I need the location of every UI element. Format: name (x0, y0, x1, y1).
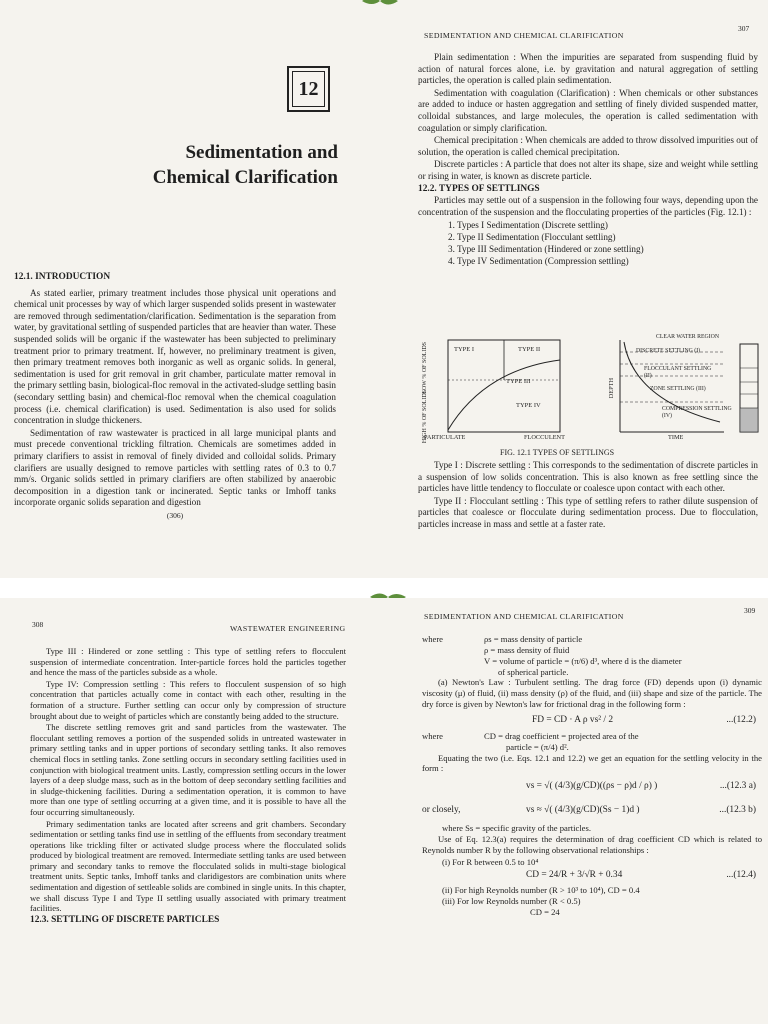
paragraph: Particles may settle out of a suspension in the following four ways, depending upon the concentration of the suspension and the flocculating properties of the particles (Fig. 12.1) : (418, 195, 758, 217)
definition: particle = (π/4) d². (506, 741, 569, 752)
leaf-icon (360, 0, 400, 6)
figure-label: TYPE IV (516, 402, 541, 409)
case-item: (ii) For high Reynolds number (R > 10³ to 10⁴), CD = 0.4 (442, 885, 640, 896)
equation-row (422, 711, 762, 731)
figure-label: TYPE III (506, 378, 531, 385)
chapter-title (102, 140, 338, 190)
list-item: 4. Type IV Sedimentation (Compression settling) (448, 255, 629, 266)
paragraph: (a) Newton's Law : Turbulent settling. The drag force (FD) depends upon (i) dynamic viscosity (μ) of fluid, (ii) mass density (ρ) of the fluid, and (iii) shape and size of the particle. The dry force is given by Newton's law for frictional drag in the following form : (422, 677, 762, 709)
page-number: 308 (32, 620, 44, 629)
equation-lead: or closely, (422, 805, 461, 816)
equation-number: ...(12.3 a) (719, 781, 756, 792)
paragraph: Chemical precipitation : When chemicals are added to throw dissolved impurities out of solution, the operation is called chemical precipitation. (418, 135, 758, 157)
figure-label: DEPTH (608, 378, 615, 399)
equation: FD = CD · A ρ vs² / 2 (532, 714, 614, 725)
definition: ρs = mass density of particle (484, 634, 583, 644)
equations-column (422, 634, 762, 918)
chapter-title-line: Chemical Clarification (152, 167, 338, 188)
equation: vs ≈ √( (4/3)(g/CD)(Ss − 1)d ) (526, 805, 640, 816)
figure-label: CLEAR WATER REGION (656, 334, 720, 340)
section-heading: 12.3. SETTLING OF DISCRETE PARTICLES (30, 914, 220, 925)
figure-caption: FIG. 12.1 TYPES OF SETTLINGS (500, 448, 615, 457)
page-footer-number: (306) (166, 510, 184, 520)
paragraph: Type II : Flocculant settling : This type of settling refers to rather dilute suspension of particles that coalesce or flocculate during sedimentation process. Due to flocculation, particles increase in mass and settle at a faster rate. (418, 495, 758, 529)
running-head: SEDIMENTATION AND CHEMICAL CLARIFICATION (424, 31, 624, 40)
figure-label: TIME (668, 434, 684, 441)
figure-label: TYPE I (454, 346, 475, 353)
paragraph: Equating the two (i.e. Eqs. 12.1 and 12.2) we get an equation for the settling velocity in the form : (422, 752, 762, 774)
settling-types-figure (424, 330, 768, 450)
chapter-number: 12 (292, 71, 325, 107)
paragraph: Use of Eq. 12.3(a) requires the determination of drag coefficient CD which is related to Reynolds number R by the following observational relationships : (422, 833, 762, 855)
paragraph: The discrete settling removes grit and sand particles from the wastewater. The flocculant settling removes a portion of the suspended solids in untreated wastewater in primary settling tanks and in upper portions of secondary settling tanks. It also removes chemical flocs in settling tanks. Zone settling occurs in secondary settling facilities used in conjunction with biological treatment units. Lastly, compression settling occurs in the lower layers of a deep sludge mass, such as in the bottom of deep secondary settling facilities and in sludge-thickening facilities. During a sedimentation operation, it is common to have more than one type of settling occurring at a given time, and it is possible to have all the four occurring simultaneously. (30, 722, 346, 817)
chapter-number-box (287, 66, 330, 112)
equation-row (422, 867, 762, 885)
paragraph: Sedimentation of raw wastewater is practiced in all large municipal plants and must precede conventional trickling filtration. Chemicals are sometimes added in primary clarifiers to assist in removal of finely divided and colloidal solids. Primary clarifiers are usually designed to remove particles with settling rates of 0.3 to 0.7 mm/s. Organic solids settled in primary clarifiers are often stabilized by anaerobic decomposition in a digestion tank or incinerated. Septic tanks or Imhoff tanks incorporate organic solids separation and digestion (14, 427, 336, 508)
page-number: 309 (744, 606, 756, 615)
list-item: 1. Types I Sedimentation (Discrete settling) (448, 220, 608, 231)
where-label: where (422, 634, 443, 644)
section-heading: 12.1. INTRODUCTION (14, 272, 111, 282)
paragraph: Discrete particles : A particle that does not alter its shape, size and weight while settling or rising in water, is known as discrete particle. (418, 159, 758, 181)
case-item: (iii) For low Reynolds number (R < 0.5) (442, 896, 581, 907)
figure-label: HIGH % OF SOLIDS (422, 390, 428, 444)
paragraph: Plain sedimentation : When the impurities are separated from suspending fluid by action of natural forces alone, i.e. by gravitation and natural aggregation of settling particles, the operation is called plain sedimentation. (418, 52, 758, 86)
definition: V = volume of particle = (π/6) d³, where d is the diameter (484, 655, 682, 666)
paragraph: Type IV: Compression settling : This refers to flocculent suspension of so high concentration that particles actually come in contact with each other, resulting in the formation of a structure. Further settling can occur only by compression of structure brought about due to weight of particles which are constantly being added to the structure. (30, 678, 346, 721)
introduction-section (14, 272, 336, 521)
running-head: WASTEWATER ENGINEERING (230, 624, 346, 633)
figure-label: LOW % OF SOLIDS (422, 342, 428, 394)
list-item: 2. Type II Sedimentation (Flocculant settling) (448, 232, 616, 243)
settling-type-column (418, 460, 758, 532)
definition: where Ss = specific gravity of the particles. (442, 823, 591, 834)
equation-row (422, 775, 762, 799)
figure-label: COMPRESSION SETTLING (IV) (662, 406, 732, 419)
figure-label: FLOCCULANT SETTLING (II) (644, 366, 712, 379)
equation: CD = 24 (530, 906, 560, 917)
running-head: SEDIMENTATION AND CHEMICAL CLARIFICATION (424, 612, 624, 621)
list-item: 3. Type III Sedimentation (Hindered or zone settling) (448, 243, 644, 254)
equation-number: ...(12.3 b) (719, 805, 756, 816)
figure-label: FLOCCULENT (524, 434, 565, 441)
figure-label: DISCRETE SETTLING (I) (636, 348, 701, 354)
equation-row (422, 799, 762, 823)
settling-description-column (30, 646, 346, 925)
paragraph: Sedimentation with coagulation (Clarification) : When chemicals or other substances are added to induce or hasten aggregation and settling of finely divided suspended matter, colloidal substances, and large molecules, the operation is called sedimentation with coagulation or simply clarification. (418, 87, 758, 133)
case-item: (i) For R between 0.5 to 10⁴ (442, 856, 539, 867)
definition: ρ = mass density of fluid (484, 645, 570, 655)
paragraph: Type III : Hindered or zone settling : This type of settling refers to flocculent suspension of intermediate concentration. Inter-particle forces hold the particles together and hence the mass of the particles subside as a whole. (30, 646, 346, 678)
equation-number: ...(12.4) (726, 870, 756, 881)
paragraph: As stated earlier, primary treatment includes those physical unit operations and chemical unit processes by way of which larger suspended solids present in wastewater are removed through sedimentation/clarification. Sedimentation is the separation from water, by gravitational settling of suspended particles that are heavier than water. These suspended solids will be organic if the wastewater has been subjected to preliminary treatment prior to primary treatment. If, however, no preliminary treatment is given, then primary treatment removes both inorganic as well as organic solids. In general, sedimentation is used for grit removal in grit chamber, particulate matter removal in the primary settling basin, biological-floc removal in the activated-sludge settling basin (secondary settling basin) and chemical-floc removal when the chemical coagulation process (i.e. chemical clarification) is used. Sedimentation is also used for solids concentration in sludge thickeners. (14, 287, 336, 426)
paragraph: Type I : Discrete settling : This corresponds to the sedimentation of discrete particles in a suspension of low solids concentration. This is also known as free settling since the particles have little tendency to flocculate or coalesce upon contact with each other. (418, 460, 758, 494)
section-heading: 12.2. TYPES OF SETTLINGS (418, 183, 540, 194)
figure-label: TYPE II (518, 346, 541, 353)
definition: of spherical particle. (498, 666, 569, 677)
equation-number: ...(12.2) (726, 714, 756, 725)
page-number: 307 (738, 24, 750, 33)
definition: CD = drag coefficient = projected area of the (484, 730, 639, 741)
equation: CD = 24/R + 3/√R + 0.34 (526, 870, 623, 881)
settling-types-list (448, 220, 758, 267)
figure-label: PARTICULATE (424, 434, 466, 441)
chapter-title-line: Sedimentation and (185, 142, 338, 163)
definitions-column (418, 52, 758, 270)
equation: vs = √( (4/3)(g/CD)((ρs − ρ)d / ρ) ) (526, 781, 658, 792)
where-label: where (422, 730, 443, 741)
paragraph: Primary sedimentation tanks are located after screens and grit chambers. Secondary sedimentation or settling tanks find use in settling of the effluents from secondary treatment operations like trickling filter or activated sludge process where the flocculated solids produced by biological treatment are removed. Intermediate settling tanks are used between primary and secondary tanks to remove the flocculated solids in multi-stage biological treatment units. Septic tanks, Imhoff tanks and claridigestors are combination units where sedimentation and digestion of settleable solids are combined in single units. In this chapter, we shall discuss Type I and Type II settling usually associated with primary treatment facilities. (30, 818, 346, 914)
figure-label: ZONE SETTLING (III) (650, 386, 706, 392)
